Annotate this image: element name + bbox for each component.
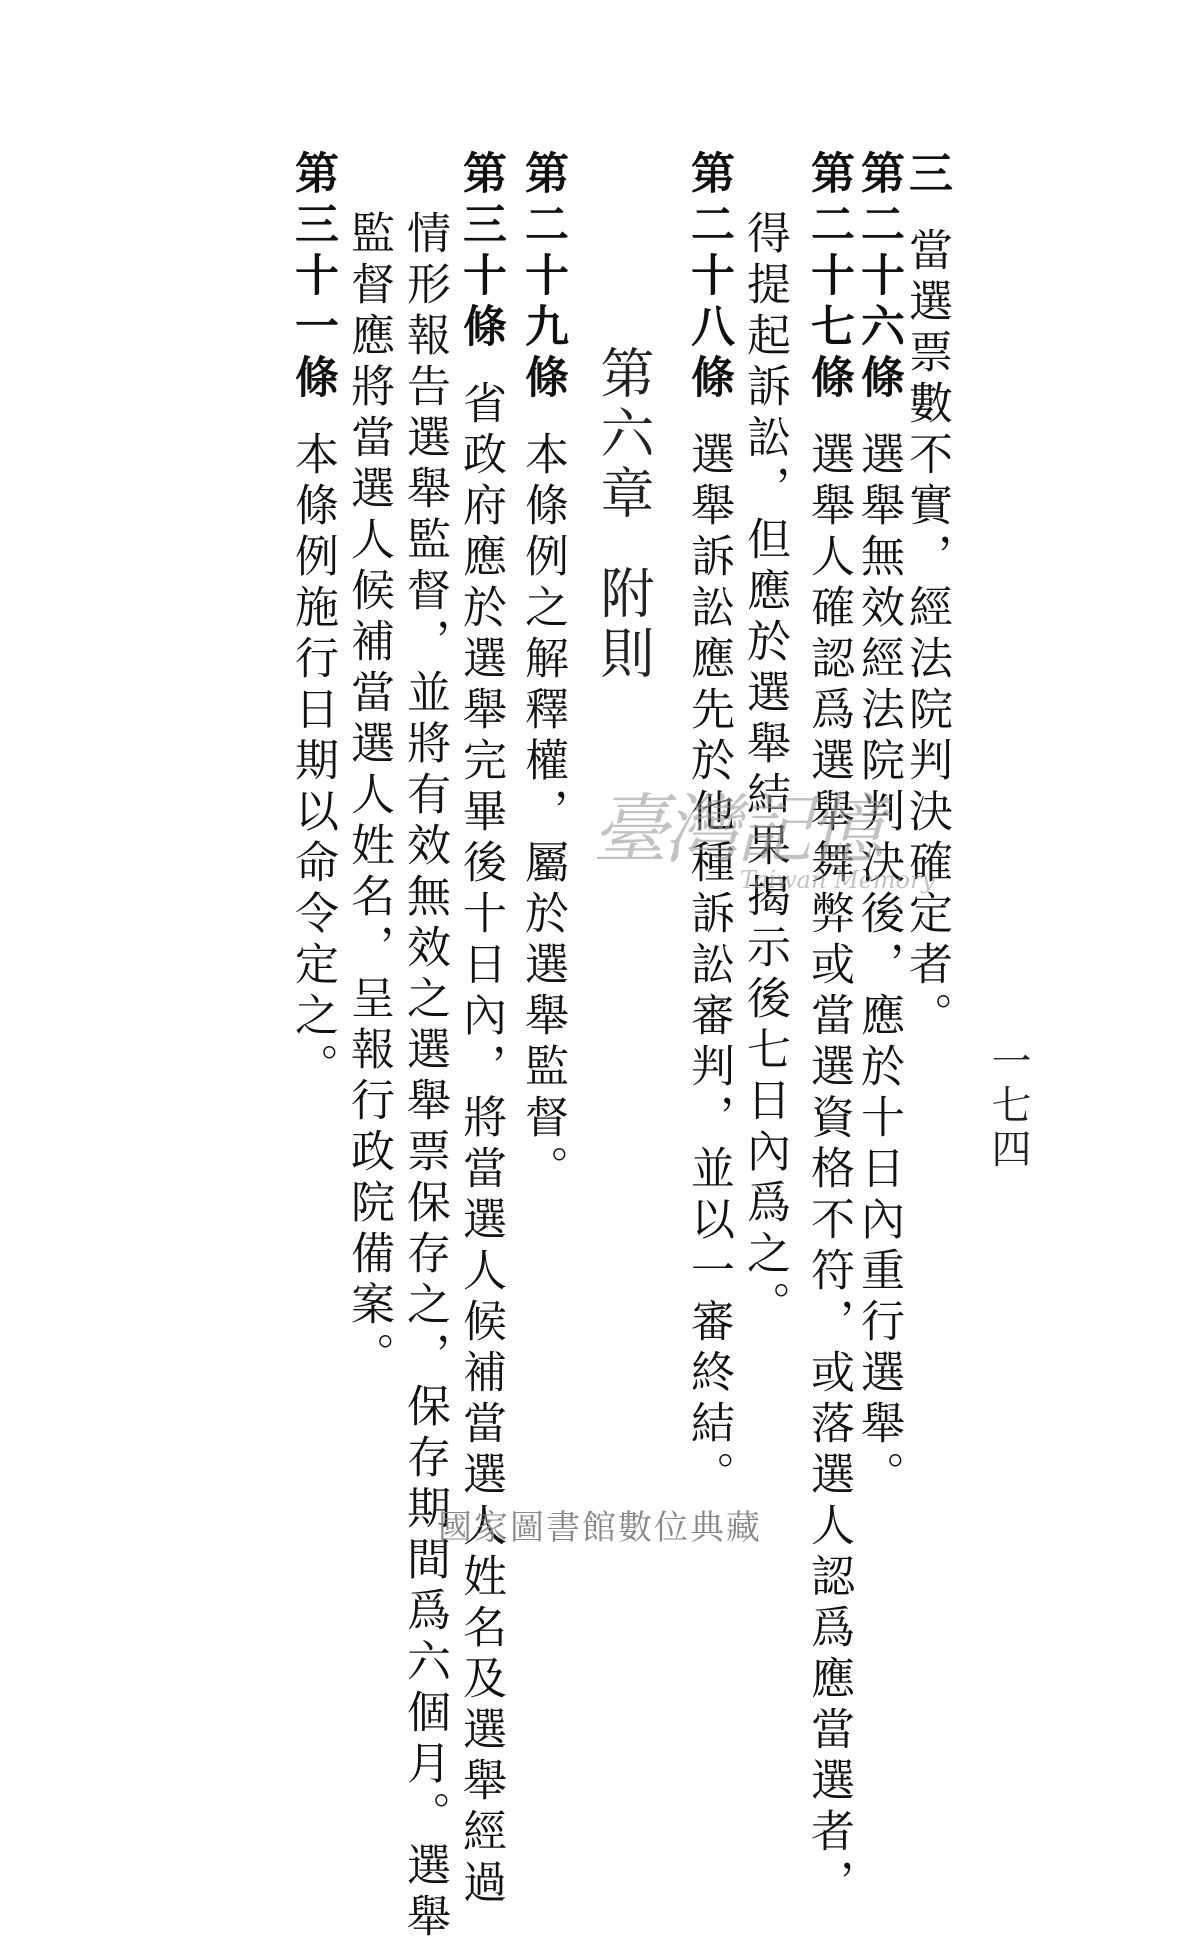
article-30-continuation-1 — [399, 210, 450, 1944]
article-text: 得提起訴訟，但應於選舉結果揭示後七日內爲之。 — [739, 210, 790, 1332]
article-27 — [803, 150, 854, 1910]
page-number: 一七四 — [985, 1040, 1031, 1172]
article-26 — [853, 150, 904, 1502]
article-label: 第二十六條 — [853, 150, 904, 405]
article-30 — [455, 150, 506, 1910]
article-text: 省政府應於選舉完畢後十日內，將當選人候補當選人姓名及選舉經過 — [455, 380, 506, 1910]
article-text: 本條例之解釋權，屬於選舉監督。 — [517, 431, 568, 1196]
article-text: 監督應將當選人候補當選人姓名，呈報行政院備案。 — [343, 210, 394, 1383]
chapter-heading — [592, 345, 655, 685]
article-text: 選舉訴訟應先於他種訴訟審判，並以一審終結。 — [683, 431, 734, 1502]
article-text: 選舉人確認爲選舉舞弊或當選資格不符，或落選人認爲應當選者， — [803, 431, 854, 1910]
watermark-chinese: 臺灣記憶 — [592, 785, 880, 874]
article-30-continuation-2 — [343, 210, 394, 1383]
column-item-3 — [901, 150, 952, 1043]
article-label: 第三十一條 — [287, 150, 338, 405]
article-label: 第三十條 — [455, 150, 506, 354]
item-text: 當選票數不實，經法院判決確定者。 — [901, 227, 952, 1043]
article-label: 第二十七條 — [803, 150, 854, 405]
article-29 — [517, 150, 568, 1196]
watermark-english: Taiwan Memory — [740, 866, 936, 894]
chapter-title: 附則 — [592, 565, 655, 685]
article-28 — [683, 150, 734, 1502]
article-text: 選舉無效經法院判決後，應於十日內重行選舉。 — [853, 431, 904, 1502]
article-27-continuation — [739, 210, 790, 1332]
article-text: 情形報告選舉監督，並將有效無效之選舉票保存之，保存期間爲六個月。選舉 — [399, 210, 450, 1944]
article-label: 第二十八條 — [683, 150, 734, 405]
article-label: 第二十九條 — [517, 150, 568, 405]
item-label: 三 — [901, 150, 952, 201]
library-footer: 國家圖書館數位典藏 — [438, 1508, 762, 1548]
article-text: 本條例施行日期以命令定之。 — [287, 431, 338, 1094]
article-31 — [287, 150, 338, 1094]
chapter-number: 第六章 — [592, 345, 655, 525]
